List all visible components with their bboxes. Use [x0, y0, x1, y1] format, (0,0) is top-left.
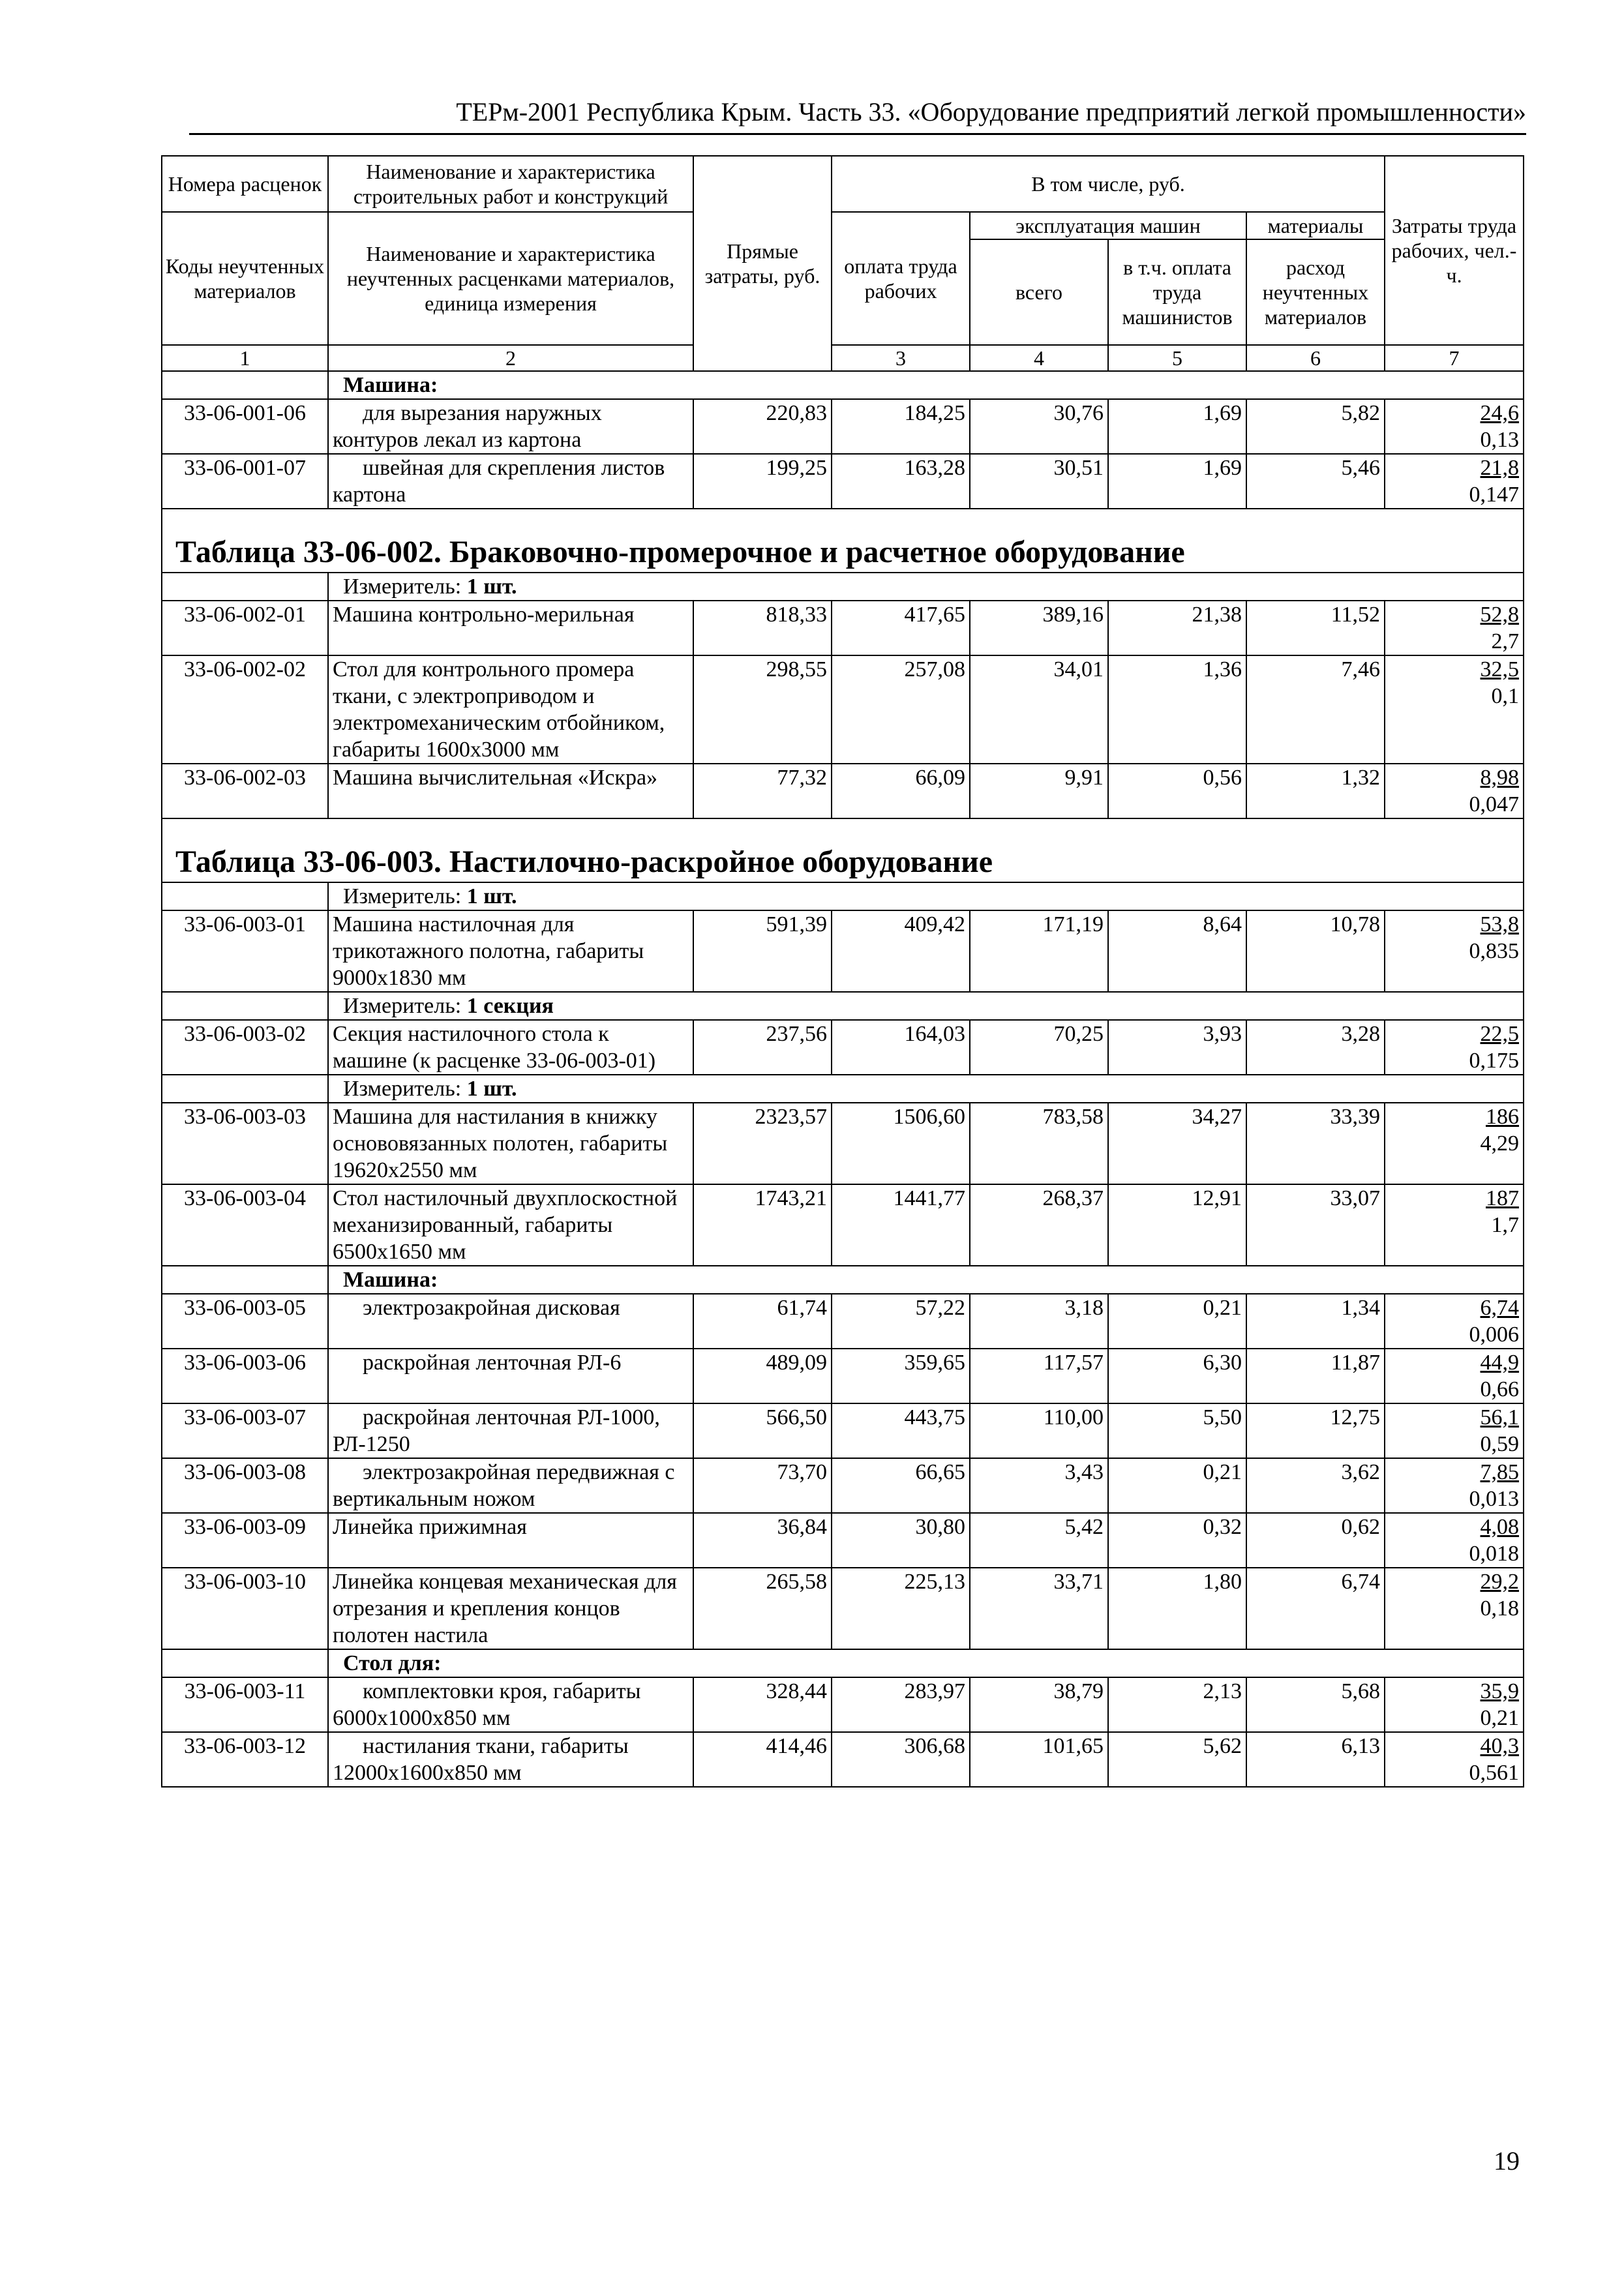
- rate-code: 33-06-001-07: [162, 454, 328, 509]
- materials-cost: 33,39: [1246, 1103, 1385, 1184]
- equipment-mass: 0,13: [1480, 428, 1520, 452]
- materials-cost: 11,52: [1246, 601, 1385, 655]
- machinist-wages: 34,27: [1108, 1103, 1246, 1184]
- table-title: Таблица 33-06-002. Браковочно-промерочное и расчетное оборудование: [162, 528, 1524, 573]
- machinist-wages: 12,91: [1108, 1184, 1246, 1266]
- machinist-wages: 0,21: [1108, 1294, 1246, 1349]
- materials-cost: 5,46: [1246, 454, 1385, 509]
- machinist-wages: 8,64: [1108, 910, 1246, 992]
- worker-wages: 30,80: [832, 1513, 970, 1568]
- machine-cost: 3,43: [970, 1458, 1108, 1513]
- header-col4: оплата труда рабочих: [832, 212, 970, 345]
- materials-cost: 5,68: [1246, 1677, 1385, 1732]
- empty-cell: [162, 992, 328, 1020]
- worker-wages: 57,22: [832, 1294, 970, 1349]
- direct-cost: 298,55: [693, 655, 832, 764]
- labor-hours: 22,5: [1480, 1022, 1520, 1046]
- labor-hours: 53,8: [1480, 912, 1520, 936]
- equipment-mass: 0,047: [1469, 792, 1520, 816]
- labor-hours: 29,2: [1480, 1570, 1520, 1594]
- machinist-wages: 6,30: [1108, 1349, 1246, 1403]
- labor-mass-cell: [1385, 601, 1524, 655]
- spacer-row: [162, 509, 1524, 528]
- measure-row: [162, 992, 1524, 1020]
- rate-name: настилания ткани, габариты 12000х1600х850 мм: [328, 1732, 693, 1787]
- machine-cost: 171,19: [970, 910, 1108, 992]
- measure-unit: [328, 992, 1524, 1020]
- equipment-mass: 0,175: [1469, 1049, 1520, 1073]
- measure-value: 1 шт.: [466, 1077, 517, 1101]
- machinist-wages: 0,32: [1108, 1513, 1246, 1568]
- machinist-wages: 21,38: [1108, 601, 1246, 655]
- direct-cost: 265,58: [693, 1568, 832, 1649]
- table-title-row: [162, 837, 1524, 882]
- rate-code: 33-06-003-04: [162, 1184, 328, 1266]
- table-row: [162, 1458, 1524, 1513]
- table-row: [162, 1513, 1524, 1568]
- direct-cost: 489,09: [693, 1349, 832, 1403]
- direct-cost: 36,84: [693, 1513, 832, 1568]
- measure-value: 1 секция: [466, 994, 554, 1018]
- table-row: [162, 764, 1524, 818]
- table-title-row: [162, 528, 1524, 573]
- subheading-row: [162, 371, 1524, 399]
- worker-wages: 66,65: [832, 1458, 970, 1513]
- rate-code: 33-06-003-03: [162, 1103, 328, 1184]
- rate-name: Линейка концевая механическая для отрезания и крепления концов полотен настила: [328, 1568, 693, 1649]
- machine-cost: 30,51: [970, 454, 1108, 509]
- table-title: Таблица 33-06-003. Настилочно-раскройное оборудование: [162, 837, 1524, 882]
- labor-hours: 52,8: [1480, 603, 1520, 627]
- page-number: 19: [1494, 2146, 1520, 2176]
- equipment-mass: 0,1: [1491, 684, 1520, 708]
- rate-name: Стол настилочный двухплоскостной механизированный, габариты 6500х1650 мм: [328, 1184, 693, 1266]
- labor-hours: 21,8: [1480, 456, 1520, 480]
- worker-wages: 283,97: [832, 1677, 970, 1732]
- rate-code: 33-06-003-01: [162, 910, 328, 992]
- labor-mass-cell: [1385, 1732, 1524, 1787]
- labor-hours: 32,5: [1480, 657, 1520, 681]
- labor-mass-cell: [1385, 1294, 1524, 1349]
- rate-name: раскройная ленточная РЛ-1000, РЛ-1250: [328, 1403, 693, 1458]
- rate-code: 33-06-003-10: [162, 1568, 328, 1649]
- labor-hours: 4,08: [1480, 1515, 1520, 1539]
- materials-cost: 12,75: [1246, 1403, 1385, 1458]
- labor-mass-cell: [1385, 1513, 1524, 1568]
- header-col6: в т.ч. оплата труда машинистов: [1108, 239, 1246, 345]
- rate-name: Машина настилочная для трикотажного полотна, габариты 9000х1830 мм: [328, 910, 693, 992]
- equipment-mass: 0,006: [1469, 1323, 1520, 1347]
- materials-cost: 7,46: [1246, 655, 1385, 764]
- col-number: 2: [328, 345, 693, 371]
- equipment-mass: 0,59: [1480, 1432, 1520, 1456]
- equipment-mass: 0,835: [1469, 939, 1520, 963]
- materials-cost: 5,82: [1246, 399, 1385, 454]
- direct-cost: 414,46: [693, 1732, 832, 1787]
- worker-wages: 1441,77: [832, 1184, 970, 1266]
- machine-cost: 70,25: [970, 1020, 1108, 1075]
- labor-mass-cell: [1385, 1677, 1524, 1732]
- equipment-mass: 0,561: [1469, 1761, 1520, 1785]
- subheading-row: [162, 1649, 1524, 1677]
- machine-cost: 268,37: [970, 1184, 1108, 1266]
- header-materials: материалы: [1246, 212, 1385, 239]
- direct-cost: 77,32: [693, 764, 832, 818]
- rate-name: для вырезания наружных контуров лекал из картона: [328, 399, 693, 454]
- rate-name: Секция настилочного стола к машине (к расценке 33-06-003-01): [328, 1020, 693, 1075]
- materials-cost: 0,62: [1246, 1513, 1385, 1568]
- materials-cost: 33,07: [1246, 1184, 1385, 1266]
- worker-wages: 417,65: [832, 601, 970, 655]
- empty-cell: [162, 1266, 328, 1294]
- table-row: [162, 1103, 1524, 1184]
- rate-code: 33-06-003-02: [162, 1020, 328, 1075]
- rate-name: Машина контрольно-мерильная: [328, 601, 693, 655]
- labor-mass-cell: [1385, 1403, 1524, 1458]
- materials-cost: 3,28: [1246, 1020, 1385, 1075]
- labor-hours: 40,3: [1480, 1734, 1520, 1758]
- table-row: [162, 1732, 1524, 1787]
- rate-code: 33-06-002-03: [162, 764, 328, 818]
- price-table: [161, 155, 1524, 1788]
- worker-wages: 306,68: [832, 1732, 970, 1787]
- rate-name: Машина для настилания в книжку основовязанных полотен, габариты 19620х2550 мм: [328, 1103, 693, 1184]
- worker-wages: 164,03: [832, 1020, 970, 1075]
- equipment-mass: 1,7: [1491, 1213, 1520, 1237]
- measure-label: Измеритель:: [343, 994, 462, 1018]
- machinist-wages: 1,80: [1108, 1568, 1246, 1649]
- table-row: [162, 1403, 1524, 1458]
- rate-code: 33-06-003-05: [162, 1294, 328, 1349]
- labor-mass-cell: [1385, 1349, 1524, 1403]
- rate-code: 33-06-003-06: [162, 1349, 328, 1403]
- machinist-wages: 3,93: [1108, 1020, 1246, 1075]
- worker-wages: 1506,60: [832, 1103, 970, 1184]
- machinist-wages: 1,36: [1108, 655, 1246, 764]
- equipment-mass: 0,013: [1469, 1487, 1520, 1511]
- header-incl: В том числе, руб.: [832, 156, 1385, 212]
- labor-mass-cell: [1385, 1568, 1524, 1649]
- materials-cost: 6,13: [1246, 1732, 1385, 1787]
- empty-cell: [162, 1075, 328, 1103]
- machine-cost: 110,00: [970, 1403, 1108, 1458]
- machinist-wages: 1,69: [1108, 454, 1246, 509]
- worker-wages: 66,09: [832, 764, 970, 818]
- header-col1-bottom: Коды неучтенных материалов: [162, 212, 328, 345]
- equipment-mass: 0,18: [1480, 1596, 1520, 1621]
- materials-cost: 1,32: [1246, 764, 1385, 818]
- page-header: ТЕРм-2001 Республика Крым. Часть 33. «Оборудование предприятий легкой промышленности»: [189, 97, 1526, 135]
- empty-cell: [162, 573, 328, 601]
- labor-mass-cell: [1385, 1103, 1524, 1184]
- direct-cost: 2323,57: [693, 1103, 832, 1184]
- rate-name: комплектовки кроя, габариты 6000х1000х850 мм: [328, 1677, 693, 1732]
- worker-wages: 359,65: [832, 1349, 970, 1403]
- col-number: 6: [1246, 345, 1385, 371]
- measure-row: [162, 573, 1524, 601]
- direct-cost: 566,50: [693, 1403, 832, 1458]
- header-col8-top: Затраты труда рабочих, чел.-ч.: [1385, 156, 1524, 345]
- machine-cost: 30,76: [970, 399, 1108, 454]
- rate-name: электрозакройная дисковая: [328, 1294, 693, 1349]
- labor-mass-cell: [1385, 1458, 1524, 1513]
- table-row: [162, 1677, 1524, 1732]
- labor-hours: 56,1: [1480, 1405, 1520, 1429]
- direct-cost: 73,70: [693, 1458, 832, 1513]
- measure-value: 1 шт.: [466, 884, 517, 908]
- measure-label: Измеритель:: [343, 884, 462, 908]
- materials-cost: 6,74: [1246, 1568, 1385, 1649]
- rate-code: 33-06-003-11: [162, 1677, 328, 1732]
- col-number: 3: [832, 345, 970, 371]
- machinist-wages: 0,21: [1108, 1458, 1246, 1513]
- materials-cost: 10,78: [1246, 910, 1385, 992]
- table-row: [162, 399, 1524, 454]
- labor-mass-cell: [1385, 910, 1524, 992]
- labor-mass-cell: [1385, 399, 1524, 454]
- spacer: [162, 818, 1524, 837]
- machine-cost: 783,58: [970, 1103, 1108, 1184]
- machine-cost: 34,01: [970, 655, 1108, 764]
- rate-code: 33-06-001-06: [162, 399, 328, 454]
- materials-cost: 3,62: [1246, 1458, 1385, 1513]
- labor-mass-cell: [1385, 1184, 1524, 1266]
- measure-unit: [328, 573, 1524, 601]
- table-row: [162, 1568, 1524, 1649]
- materials-cost: 11,87: [1246, 1349, 1385, 1403]
- table-row: [162, 1184, 1524, 1266]
- labor-hours: 44,9: [1480, 1351, 1520, 1375]
- subheading-row: [162, 1266, 1524, 1294]
- table-row: [162, 655, 1524, 764]
- direct-cost: 220,83: [693, 399, 832, 454]
- empty-cell: [162, 371, 328, 399]
- col-number: 1: [162, 345, 328, 371]
- measure-row: [162, 882, 1524, 910]
- col-number: 4: [970, 345, 1108, 371]
- machine-cost: 9,91: [970, 764, 1108, 818]
- labor-hours: 187: [1486, 1186, 1520, 1210]
- direct-cost: 61,74: [693, 1294, 832, 1349]
- spacer: [162, 509, 1524, 528]
- measure-label: Измеритель:: [343, 575, 462, 599]
- worker-wages: 225,13: [832, 1568, 970, 1649]
- machinist-wages: 1,69: [1108, 399, 1246, 454]
- header-col3: Прямые затраты, руб.: [693, 156, 832, 371]
- rate-code: 33-06-003-12: [162, 1732, 328, 1787]
- direct-cost: 199,25: [693, 454, 832, 509]
- rate-code: 33-06-002-01: [162, 601, 328, 655]
- subheading: Машина:: [328, 371, 1524, 399]
- direct-cost: 1743,21: [693, 1184, 832, 1266]
- rate-name: Стол для контрольного промера ткани, с электроприводом и электромеханическим отбойником, габариты 1600х3000 мм: [328, 655, 693, 764]
- equipment-mass: 0,66: [1480, 1377, 1520, 1401]
- machinist-wages: 2,13: [1108, 1677, 1246, 1732]
- header-col2-top: Наименование и характеристика строительных работ и конструкций: [328, 156, 693, 212]
- rate-name: швейная для скрепления листов картона: [328, 454, 693, 509]
- header-machines: эксплуатация машин: [970, 212, 1246, 239]
- spacer-row: [162, 818, 1524, 837]
- subheading: Стол для:: [328, 1649, 1524, 1677]
- labor-mass-cell: [1385, 764, 1524, 818]
- machine-cost: 389,16: [970, 601, 1108, 655]
- header-col7: расход неучтенных материалов: [1246, 239, 1385, 345]
- machine-cost: 101,65: [970, 1732, 1108, 1787]
- direct-cost: 237,56: [693, 1020, 832, 1075]
- direct-cost: 818,33: [693, 601, 832, 655]
- rate-code: 33-06-003-09: [162, 1513, 328, 1568]
- machine-cost: 3,18: [970, 1294, 1108, 1349]
- worker-wages: 163,28: [832, 454, 970, 509]
- rate-name: Машина вычислительная «Искра»: [328, 764, 693, 818]
- equipment-mass: 4,29: [1480, 1131, 1520, 1156]
- rate-name: электрозакройная передвижная с вертикальным ножом: [328, 1458, 693, 1513]
- machine-cost: 38,79: [970, 1677, 1108, 1732]
- labor-hours: 24,6: [1480, 401, 1520, 425]
- subheading: Машина:: [328, 1266, 1524, 1294]
- worker-wages: 443,75: [832, 1403, 970, 1458]
- table-row: [162, 601, 1524, 655]
- equipment-mass: 0,21: [1480, 1706, 1520, 1730]
- machinist-wages: 5,50: [1108, 1403, 1246, 1458]
- table-row: [162, 1349, 1524, 1403]
- machine-cost: 33,71: [970, 1568, 1108, 1649]
- labor-hours: 8,98: [1480, 766, 1520, 790]
- table-row: [162, 454, 1524, 509]
- rate-name: раскройная ленточная РЛ-6: [328, 1349, 693, 1403]
- worker-wages: 184,25: [832, 399, 970, 454]
- col-number: 7: [1385, 345, 1524, 371]
- machinist-wages: 0,56: [1108, 764, 1246, 818]
- direct-cost: 328,44: [693, 1677, 832, 1732]
- worker-wages: 409,42: [832, 910, 970, 992]
- rate-name: Линейка прижимная: [328, 1513, 693, 1568]
- measure-unit: [328, 1075, 1524, 1103]
- worker-wages: 257,08: [832, 655, 970, 764]
- table-row: [162, 1020, 1524, 1075]
- machinist-wages: 5,62: [1108, 1732, 1246, 1787]
- machine-cost: 5,42: [970, 1513, 1108, 1568]
- labor-hours: 35,9: [1480, 1679, 1520, 1703]
- table-row: [162, 910, 1524, 992]
- labor-hours: 7,85: [1480, 1460, 1520, 1484]
- table-row: [162, 1294, 1524, 1349]
- header-col2-bottom: Наименование и характеристика неучтенных расценками материалов, единица измерения: [328, 212, 693, 345]
- labor-hours: 6,74: [1480, 1296, 1520, 1320]
- labor-mass-cell: [1385, 655, 1524, 764]
- labor-mass-cell: [1385, 454, 1524, 509]
- empty-cell: [162, 882, 328, 910]
- measure-value: 1 шт.: [466, 575, 517, 599]
- measure-row: [162, 1075, 1524, 1103]
- empty-cell: [162, 1649, 328, 1677]
- rate-code: 33-06-003-07: [162, 1403, 328, 1458]
- equipment-mass: 0,147: [1469, 483, 1520, 507]
- materials-cost: 1,34: [1246, 1294, 1385, 1349]
- rate-code: 33-06-003-08: [162, 1458, 328, 1513]
- header-col1-top: Номера расценок: [162, 156, 328, 212]
- measure-label: Измеритель:: [343, 1077, 462, 1101]
- labor-mass-cell: [1385, 1020, 1524, 1075]
- col-number: 5: [1108, 345, 1246, 371]
- header-col5: всего: [970, 239, 1108, 345]
- machine-cost: 117,57: [970, 1349, 1108, 1403]
- equipment-mass: 2,7: [1491, 629, 1520, 653]
- measure-unit: [328, 882, 1524, 910]
- rate-code: 33-06-002-02: [162, 655, 328, 764]
- equipment-mass: 0,018: [1469, 1542, 1520, 1566]
- direct-cost: 591,39: [693, 910, 832, 992]
- labor-hours: 186: [1486, 1105, 1520, 1129]
